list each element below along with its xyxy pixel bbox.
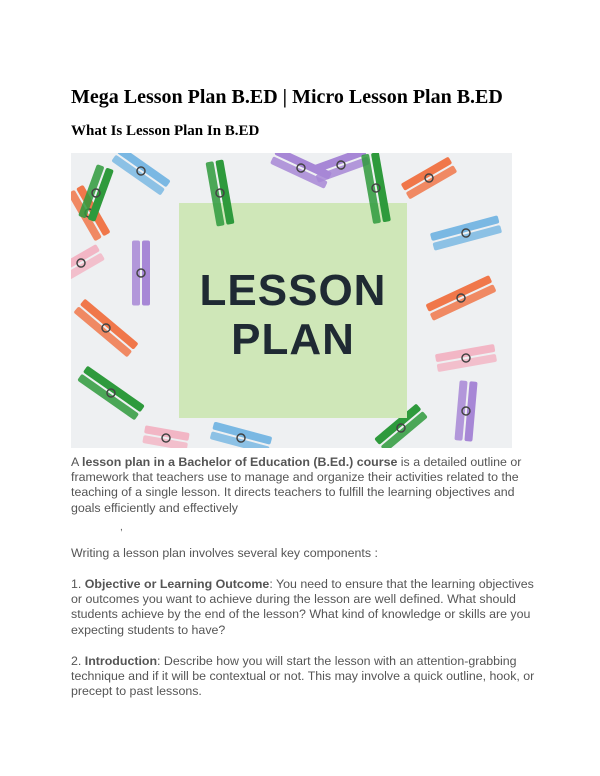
components-heading: Writing a lesson plan involves several key components : — [71, 546, 378, 560]
intro-paragraph: A lesson plan in a Bachelor of Education (B.Ed.) course is a detailed outline or framework that teachers use to manage and organize their activities related to the teaching of a single lesson. It directs teachers to fulfill the learning objectives and goals efficiently and effectively — [71, 455, 522, 515]
intro-bold: lesson plan in a Bachelor of Education (B.Ed.) course — [82, 455, 398, 469]
lesson-plan-photo — [71, 153, 512, 448]
page-title: Mega Lesson Plan B.ED | Micro Lesson Plan B.ED — [71, 86, 503, 108]
stray-mark: , — [120, 522, 123, 533]
note-line-1: LESSON — [199, 266, 387, 315]
note-line-2: PLAN — [231, 315, 355, 364]
list-item: 2. Introduction: Describe how you will start the lesson with an attention-grabbing technique and if it will be contextual or not. This may involve a quick outline, hook, or precept to past lessons. — [71, 654, 535, 699]
section-heading: What Is Lesson Plan In B.ED — [71, 123, 260, 139]
list-item: 1. Objective or Learning Outcome: You need to ensure that the learning objectives or outcomes you want to achieve during the lesson are well defined. What should students achieve by the end of the lesson? What kind of knowledge or skills are you expecting students to have? — [71, 577, 534, 637]
